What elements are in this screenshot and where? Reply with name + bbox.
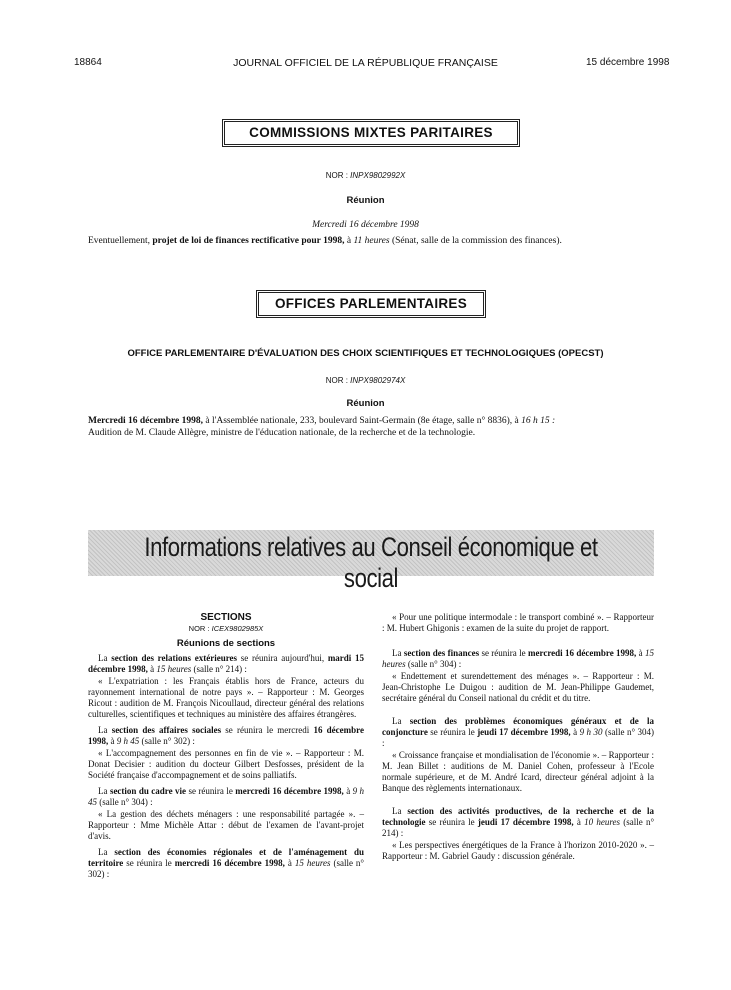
office-name: OFFICE PARLEMENTAIRE D'ÉVALUATION DES CHOIX SCIENTIFIQUES ET TECHNOLOGIQUES (OPECST) (127, 348, 604, 359)
nor-line-op: NOR : INPX9802974X (325, 376, 406, 385)
issue-date: 15 décembre 1998 (586, 57, 670, 68)
meeting-affaires-sociales: La section des affaires sociales se réunira le mercredi 16 décembre 1998, à 9 h 45 (salle n° 302) : « L'accompagnement des personnes en fin de vie ». – Rapporteur : M. Donat Decisier : audition du docteur Gilbert Desfosses, président de la Société française d'accompagnement et de soins palliatifs. (88, 725, 364, 780)
nor-line-sections: NOR : ICEX9802985X (188, 624, 264, 633)
banner-title: Informations relatives au Conseil économique et social (144, 532, 598, 593)
meeting-relations-exterieures: La section des relations extérieures se réunira aujourd'hui, mardi 15 décembre 1998, à 15 heures (salle n° 214) : « L'expatriation : les Français établis hors de France, acteurs du rayonnement international de notre pays ». – Rapporteur : M. Georges Ricout : audition de M. François Nicoullaud, directeur général des relations culturelles, scientifiques et techniques au ministère des affaires étrangères. (88, 653, 365, 719)
reunion-heading-cmp: Réunion (346, 195, 385, 206)
meeting-cadre-vie: La section du cadre vie se réunira le mercredi 16 décembre 1998, à 9 h 45 (salle n° 304) : « La gestion des déchets ménagers : une responsabilité partagée ». – Rapporteur : Mme Michèle Attar : début de l'examen de l'avant-projet d'avis. (88, 786, 365, 841)
agenda-op: Mercredi 16 décembre 1998, à l'Assemblée nationale, 233, boulevard Saint-Germain (8e étage, salle n° 8836), à 16 h 15 : Audition de M. Claude Allègre, ministre de l'éducation nationale, de la recherche et de la technologie. (88, 416, 556, 438)
reunion-heading-op: Réunion (346, 398, 385, 409)
section-title-cmp: COMMISSIONS MIXTES PARITAIRES (224, 121, 518, 145)
agenda-cmp: Eventuellement, projet de loi de finances rectificative pour 1998, à 11 heures (Sénat, salle de la commission des finances). (88, 236, 562, 246)
page-number: 18864 (74, 57, 102, 68)
sections-heading: SECTIONS (200, 612, 252, 623)
meeting-problemes-economiques: La section des problèmes économiques généraux et de la conjoncture se réunira le jeudi 17 décembre 1998, à 9 h 30 (salle n° 304) : « Croissance française et mondialisation de l'économie ». – Rapporteur : M. Jean Billet : auditions de M. Daniel Cohen, professeur à l'Ecole normale supérieure, et de M. André Icard, directeur général adjoint à la Banque des règlements internationaux. (382, 716, 655, 793)
meeting-date-cmp: Mercredi 16 décembre 1998 (312, 220, 419, 230)
right-column (382, 612, 654, 867)
reunions-subheading: Réunions de sections (176, 638, 276, 649)
meeting-activites-productives: La section des activités productives, de la recherche et de la technologie se réunira le jeudi 17 décembre 1998, à 10 heures (salle n° 214) : « Les perspectives énergétiques de la France à l'horizon 2010-2020 ». – Rapporteur : M. Gabriel Gaudy : discussion générale. (382, 806, 655, 861)
left-column (88, 612, 364, 885)
section-title-op: OFFICES PARLEMENTAIRES (258, 292, 484, 316)
section-box-cmp (222, 119, 520, 147)
journal-title: JOURNAL OFFICIEL DE LA RÉPUBLIQUE FRANÇAISE (233, 57, 498, 69)
nor-line-cmp (0, 171, 731, 180)
nor-label: NOR : (325, 171, 348, 180)
section-box-op (256, 290, 486, 318)
meeting-economies-regionales: La section des économies régionales et de l'aménagement du territoire se réunira le mercredi 16 décembre 1998, à 15 heures (salle n° 302) : (88, 847, 365, 879)
meeting-finances: La section des finances se réunira le mercredi 16 décembre 1998, à 15 heures (salle n° 304) : « Endettement et surendettement des ménages ». – Rapporteur : M. Jean-Christophe Le Duigou : audition de M. Jean-Philippe Gaudemet, secrétaire général du Conseil national du crédit et du titre. (382, 648, 655, 703)
ces-banner (88, 530, 654, 593)
nor-code: INPX9802992X (350, 171, 406, 180)
meeting-economies-regionales-cont: « Pour une politique intermodale : le transport combiné ». – Rapporteur : M. Hubert Ghigonis : examen de la suite du projet de rapport. (382, 612, 654, 633)
